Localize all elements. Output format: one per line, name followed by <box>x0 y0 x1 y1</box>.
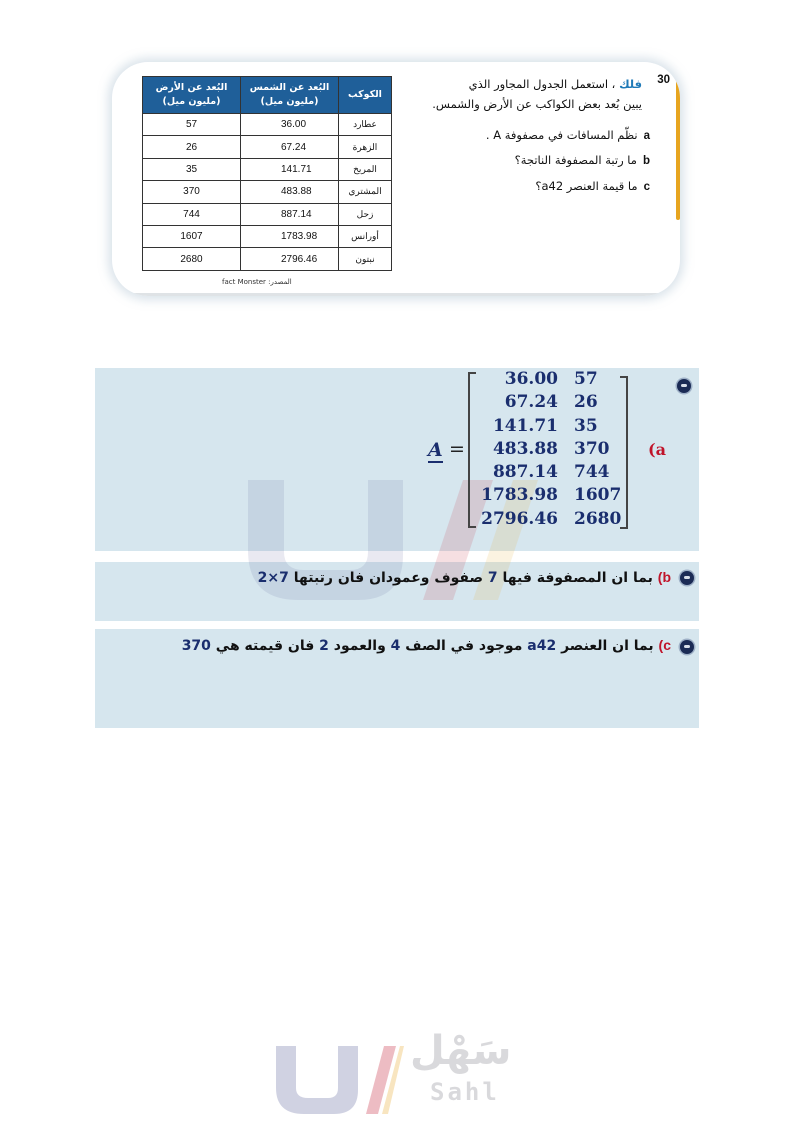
question-stem-line1 <box>392 74 642 94</box>
matrix-cell: 2680 <box>574 508 622 529</box>
planet-cell: نبتون <box>339 248 392 270</box>
subquestion-c-text: ما قيمة العنصر a42؟ <box>535 179 638 193</box>
answer-b-text-1: بما ان المصفوفة فيها <box>502 570 653 586</box>
answer-c-text-4: فان قيمته هي <box>215 638 315 654</box>
table-row <box>143 158 392 180</box>
answer-c-element: a42 <box>527 638 557 654</box>
subquestion-b <box>515 153 650 167</box>
planet-distance-table <box>142 76 392 271</box>
table-row <box>143 225 392 247</box>
table-row <box>143 181 392 203</box>
answer-c-text-1: بما ان العنصر <box>561 638 654 654</box>
matrix-row <box>474 438 636 461</box>
answer-c-letter: c) <box>658 637 671 653</box>
question-number: 30 <box>657 74 670 86</box>
stem-text-2: يبين بُعد بعض الكواكب عن الأرض والشمس. <box>432 97 642 111</box>
answer-b-rows: 7 <box>487 570 498 586</box>
matrix-cell: 370 <box>574 438 610 459</box>
matrix-cell: 1607 <box>574 485 622 506</box>
table-header-row <box>143 77 392 114</box>
matrix-cell: 483.88 <box>492 438 558 459</box>
bullet-icon <box>677 379 691 393</box>
header-earth-unit: (مليون ميل) <box>162 96 221 107</box>
table-row <box>143 114 392 136</box>
sun-distance-cell: 36.00 <box>241 114 339 136</box>
matrix-cell: 36.00 <box>504 369 558 389</box>
matrix-row <box>474 368 636 391</box>
matrix-equals: = <box>449 438 465 460</box>
subquestion-a-letter: a <box>643 130 650 142</box>
subquestion-c-letter: c <box>643 181 650 193</box>
matrix-row <box>474 508 636 531</box>
answer-c-value: 370 <box>181 638 211 654</box>
matrix-row <box>474 415 636 438</box>
planet-cell: المريخ <box>339 158 392 180</box>
subquestion-b-text: ما رتبة المصفوفة الناتجة؟ <box>514 153 637 167</box>
earth-distance-cell: 35 <box>143 158 241 180</box>
planet-cell: الزهرة <box>339 136 392 158</box>
table-row <box>143 136 392 158</box>
subquestion-b-letter: b <box>642 155 650 167</box>
bullet-icon <box>680 571 694 585</box>
earth-distance-cell: 744 <box>143 203 241 225</box>
matrix-row <box>474 461 636 484</box>
logo-latin-text: Sahl <box>430 1078 500 1106</box>
subquestion-a-text: نظّم المسافات في مصفوفة A . <box>485 128 638 142</box>
planet-cell: أورانس <box>339 225 392 247</box>
answer-c-row: 4 <box>390 638 401 654</box>
part-a-label: (a <box>648 440 666 459</box>
answer-c-text-3: والعمود <box>333 638 386 654</box>
sun-distance-cell: 67.24 <box>241 136 339 158</box>
matrix-cell: 67.24 <box>504 392 558 413</box>
logo-arabic-text: سَهْل <box>410 1028 512 1074</box>
matrix-row <box>474 484 636 507</box>
table-row <box>143 203 392 225</box>
sun-distance-cell: 141.71 <box>241 158 339 180</box>
answer-c-col: 2 <box>319 638 329 654</box>
answer-c <box>182 637 671 654</box>
matrix-cell: 35 <box>574 415 598 436</box>
subquestion-c <box>535 179 650 193</box>
sun-distance-cell: 1783.98 <box>241 225 339 247</box>
table-row <box>143 248 392 270</box>
sun-distance-cell: 2796.46 <box>241 248 339 270</box>
sun-distance-cell: 887.14 <box>241 203 339 225</box>
matrix-cell: 26 <box>574 392 598 413</box>
matrix-cell: 1783.98 <box>481 485 558 506</box>
problem-card <box>112 62 680 296</box>
earth-distance-cell: 1607 <box>143 225 241 247</box>
question-topic: فلك <box>619 77 642 91</box>
answer-b-order: 7×2 <box>257 570 289 586</box>
header-planet: الكوكب <box>339 77 392 114</box>
question-topic-sep: ، <box>608 77 616 91</box>
sun-distance-cell: 483.88 <box>241 181 339 203</box>
matrix-cell: 2796.46 <box>481 508 558 529</box>
earth-distance-cell: 57 <box>143 114 241 136</box>
header-sun <box>241 77 339 114</box>
earth-distance-cell: 26 <box>143 136 241 158</box>
subquestion-a <box>486 128 650 142</box>
earth-distance-cell: 2680 <box>143 248 241 270</box>
matrix-cell: 744 <box>574 462 610 483</box>
header-earth <box>143 77 241 114</box>
header-earth-label: البُعد عن الأرض <box>155 82 228 93</box>
stem-text-1: استعمل الجدول المجاور الذي <box>468 77 609 91</box>
planet-cell: زحل <box>339 203 392 225</box>
answer-c-text-2: موجود في الصف <box>405 638 523 654</box>
matrix-cell: 141.71 <box>492 415 558 436</box>
question-stem <box>392 74 642 114</box>
sahl-logo <box>274 1028 524 1118</box>
bullet-icon <box>680 640 694 654</box>
matrix-name-letter: A <box>428 439 443 461</box>
matrix-cell: 57 <box>574 369 598 389</box>
matrix-body <box>474 368 636 531</box>
header-sun-label: البُعد عن الشمس <box>249 82 330 93</box>
answer-b-letter: b) <box>657 569 671 585</box>
matrix-cell: 887.14 <box>492 462 558 483</box>
table-source: المصدر: fact Monster <box>222 278 292 286</box>
answer-b-text-2: صفوف وعمودان فان رتبتها <box>293 570 483 586</box>
planet-cell: المشتري <box>339 181 392 203</box>
answer-b <box>258 569 671 586</box>
card-divider <box>112 293 680 296</box>
matrix-row <box>474 391 636 414</box>
sahl-logo-icon <box>274 1038 404 1118</box>
planet-cell: عطارد <box>339 114 392 136</box>
earth-distance-cell: 370 <box>143 181 241 203</box>
header-sun-unit: (مليون ميل) <box>260 96 319 107</box>
question-accent-bar <box>676 78 680 220</box>
matrix-name <box>428 439 443 461</box>
